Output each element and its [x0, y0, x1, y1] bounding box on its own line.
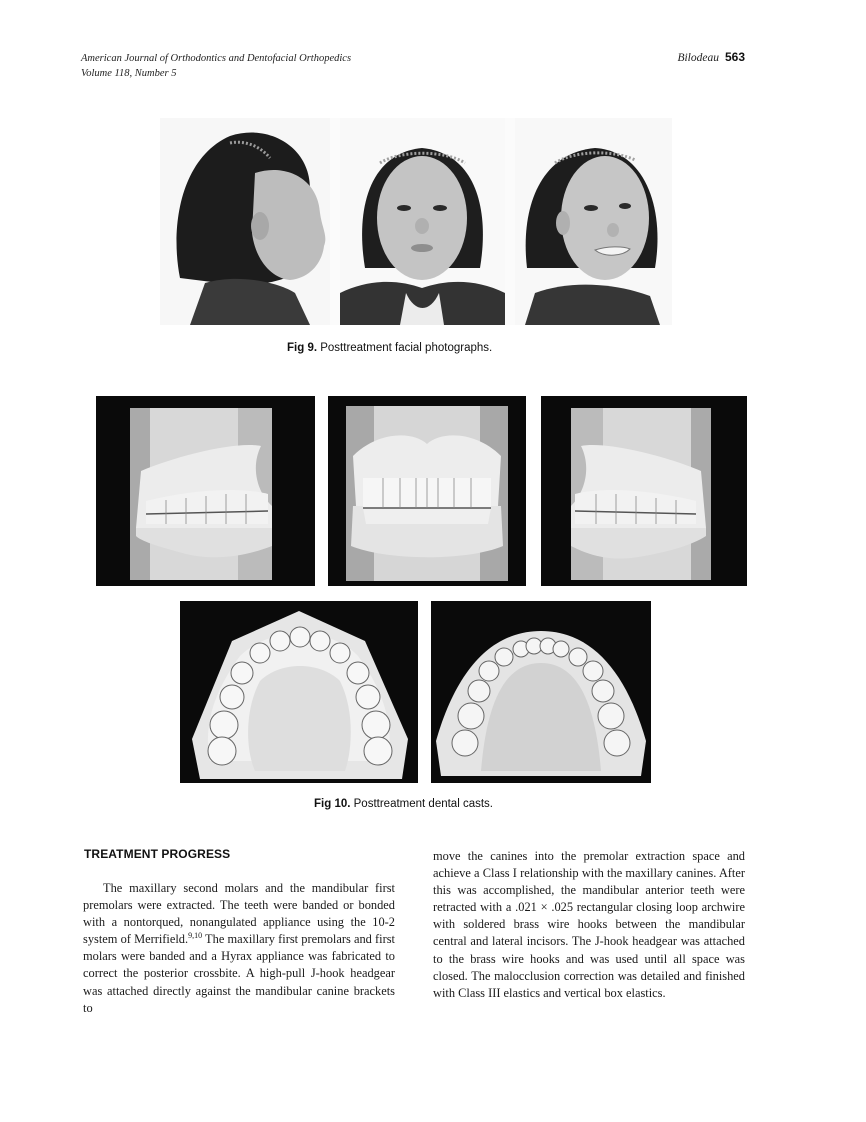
- frontal-cast-illustration: [328, 396, 526, 586]
- buccal-cast-illustration-mirrored: [541, 396, 747, 586]
- profile-right-facial-photo: [160, 118, 330, 325]
- journal-volume: Volume 118, Number 5: [81, 68, 177, 79]
- figure-9-caption-text: Posttreatment facial photographs.: [320, 342, 493, 354]
- paragraph-text-part-2: The maxillary first premolars and first molars were banded and a Hyrax appliance was fabricated to correct the posterior crossbite. A high-pull J-hook headgear was attached directly against the mandibular canine brackets to: [83, 932, 396, 1015]
- frontal-face-illustration: [340, 118, 505, 325]
- figure-9-caption: [287, 342, 492, 354]
- body-text-left-column: [83, 880, 395, 1017]
- maxillary-occlusal-cast: [180, 601, 418, 783]
- figure-9-facial-photos: [160, 118, 672, 325]
- right-buccal-cast: [96, 396, 315, 586]
- running-header-page: [677, 50, 745, 66]
- figure-10-caption-text: Posttreatment dental casts.: [353, 798, 493, 810]
- figure-10-caption: [314, 798, 493, 810]
- buccal-cast-illustration: [96, 396, 315, 586]
- section-heading-treatment-progress: TREATMENT PROGRESS: [84, 847, 231, 861]
- author-name: Bilodeau: [677, 52, 719, 64]
- mandibular-arch-illustration: [431, 601, 651, 783]
- maxillary-arch-illustration: [180, 601, 418, 783]
- profile-face-illustration: [160, 118, 330, 325]
- body-text-right-column: move the canines into the premolar extraction space and achieve a Class I relationship with the maxillary canines. After this was accomplished, the mandibular anterior teeth were retracted with a .021 × .025 rectangular closing loop archwire with soldered brass wire hooks between the mandibular central and lateral incisors. The J-hook headgear was attached to the brass wire hooks and was used until all space was closed. The malocclusion correction was detailed and finished with Class III elastics and vertical box elastics.: [433, 849, 745, 1000]
- journal-title: American Journal of Orthodontics and Dentofacial Orthopedics: [81, 53, 352, 64]
- figure-10-label: Fig 10.: [314, 798, 351, 810]
- three-quarter-smile-photo: [515, 118, 672, 325]
- three-quarter-face-illustration: [515, 118, 672, 325]
- frontal-cast: [328, 396, 526, 586]
- paragraph-text-part-1: The maxillary second molars and the mandibular first premolars were extracted. The teeth were banded or bonded with a nontorqued, nonangulated appliance using the 10-2 system of Merrifield.: [83, 881, 395, 947]
- figure-9-label: Fig 9.: [287, 342, 318, 354]
- left-buccal-cast: [541, 396, 747, 586]
- page-number: 563: [724, 50, 745, 64]
- citation-reference: 9,10: [188, 931, 203, 941]
- mandibular-occlusal-cast: [431, 601, 651, 783]
- frontal-facial-photo: [340, 118, 505, 325]
- running-header-journal: [81, 51, 351, 81]
